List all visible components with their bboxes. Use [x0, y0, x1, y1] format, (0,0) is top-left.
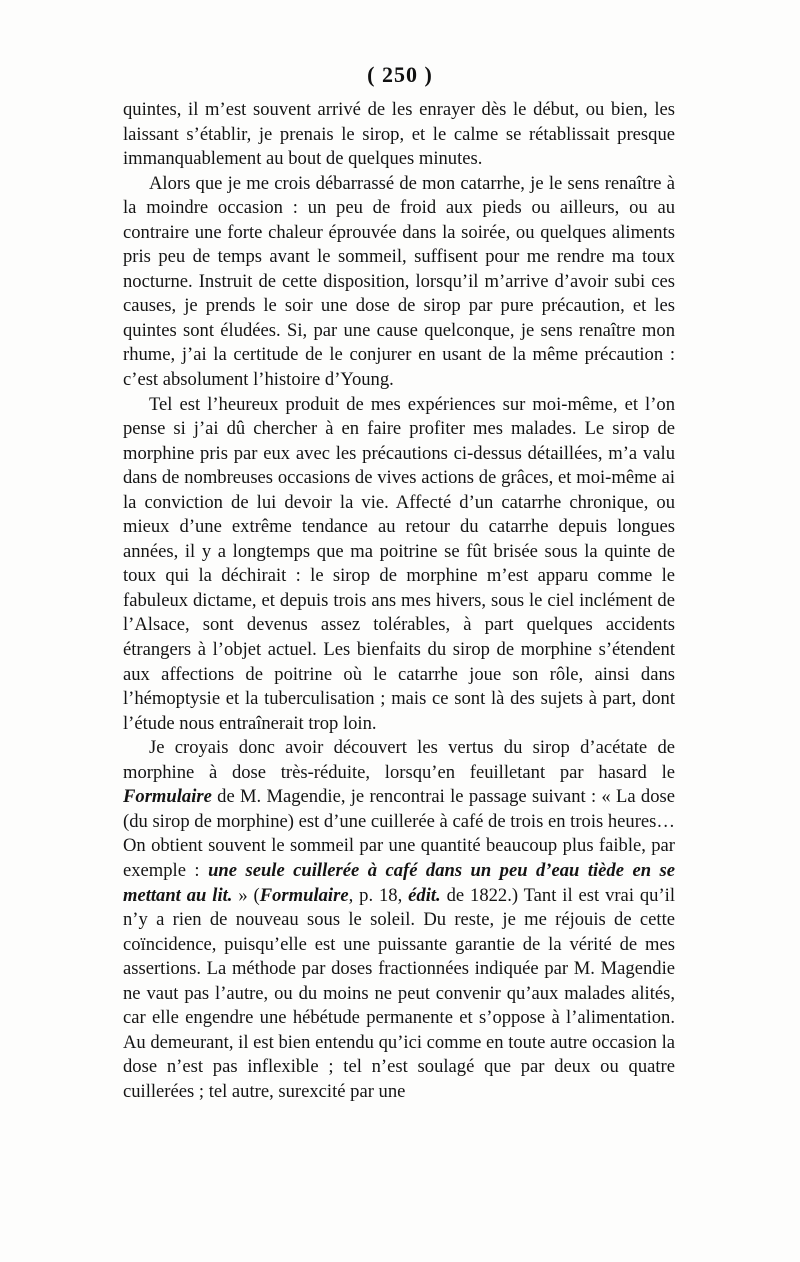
text-run: de M. Magendie, je rencontrai le passage suivant : « La dose (du sirop de morphine) est d’une cuillerée à café de trois en trois heures… On obtient souvent le sommeil par une quantité beaucoup plus faible, par exemple :: [123, 786, 675, 881]
italic-quote: une seule cuillerée à café dans un peu d’eau tiède en se mettant au lit.: [123, 859, 675, 906]
paragraph: [123, 98, 675, 172]
text-run: Je croyais donc avoir découvert les vertus du sirop d’acétate de morphine à dose très-réduite, lorsqu’en feuilletant par hasard le: [123, 737, 675, 783]
text-run: » (: [232, 884, 260, 906]
paragraph: [123, 736, 675, 1104]
text-run: , p. 18,: [348, 884, 409, 906]
italic-title: Formulaire: [259, 884, 349, 906]
text-run: Tel est l’heureux produit de mes expériences sur moi-même, et l’on pense si j’ai dû chercher à en faire profiter mes malades. Le sirop de morphine pris par eux avec les précautions ci-dessus détaillées, m’a valu dans de nombreuses occasions de vives actions de grâces, et moi-même ai la conviction de lui devoir la vie. Affecté d’un catarrhe chronique, ou mieux d’une extrême tendance au retour du catarrhe depuis longues années, il y a longtemps que ma poitrine se fût brisée sous la quinte de toux qui la déchirait : le sirop de morphine m’est apparu comme le fabuleux dictame, et depuis trois ans mes hivers, sous le ciel inclément de l’Alsace, sont devenus assez tolérables, à part quelques accidents étrangers à l’objet actuel. Les bienfaits du sirop de morphine s’étendent aux affections de poitrine où le catarrhe joue son rôle, ainsi dans l’hémoptysie et la tuberculisation ; mais ce sont là des sujets à part, dont l’étude nous entraînerait trop loin.: [123, 393, 675, 734]
body-text: [123, 98, 675, 1104]
page-number: ( 250 ): [367, 62, 433, 87]
text-run: de 1822.) Tant il est vrai qu’il n’y a rien de nouveau sous le soleil. Du reste, je me réjouis de cette coïncidence, puisqu’elle est une puissante garantie de la vérité de mes assertions. La méthode par doses fractionnées indiquée par M. Magendie ne vaut pas l’autre, ou du moins ne peut convenir qu’aux malades alités, car elle engendre une hébétude permanente et s’oppose à l’alimentation. Au demeurant, il est bien entendu qu’ici comme en toute autre occasion la dose n’est pas inflexible ; tel n’est soulagé que par deux ou quatre cuillerées ; tel autre, surexcité par une: [123, 884, 675, 1102]
paragraph: [123, 393, 675, 737]
italic-abbrev: édit.: [408, 884, 441, 906]
text-run: Alors que je me crois débarrassé de mon catarrhe, je le sens renaître à la moindre occasion : un peu de froid aux pieds ou ailleurs, ou au contraire une forte chaleur éprouvée dans la soirée, ou quelques aliments pris peu de temps avant le sommeil, suffisent pour me rendre ma toux nocturne. Instruit de cette disposition, lorsqu’il m’arrive d’avoir subi ces causes, je prends le soir une dose de sirop par pure précaution, et les quintes sont éludées. Si, par une cause quelconque, je sens renaître mon rhume, j’ai la certitude de le conjurer en usant de la même précaution : c’est absolument l’histoire d’Young.: [123, 172, 675, 391]
paragraph: [123, 172, 675, 393]
italic-title: Formulaire: [123, 786, 212, 808]
text-run: quintes, il m’est souvent arrivé de les enrayer dès le début, ou bien, les laissant s’établir, je prenais le sirop, et le calme se rétablissait presque immanquablement au bout de quelques minutes.: [123, 99, 675, 170]
